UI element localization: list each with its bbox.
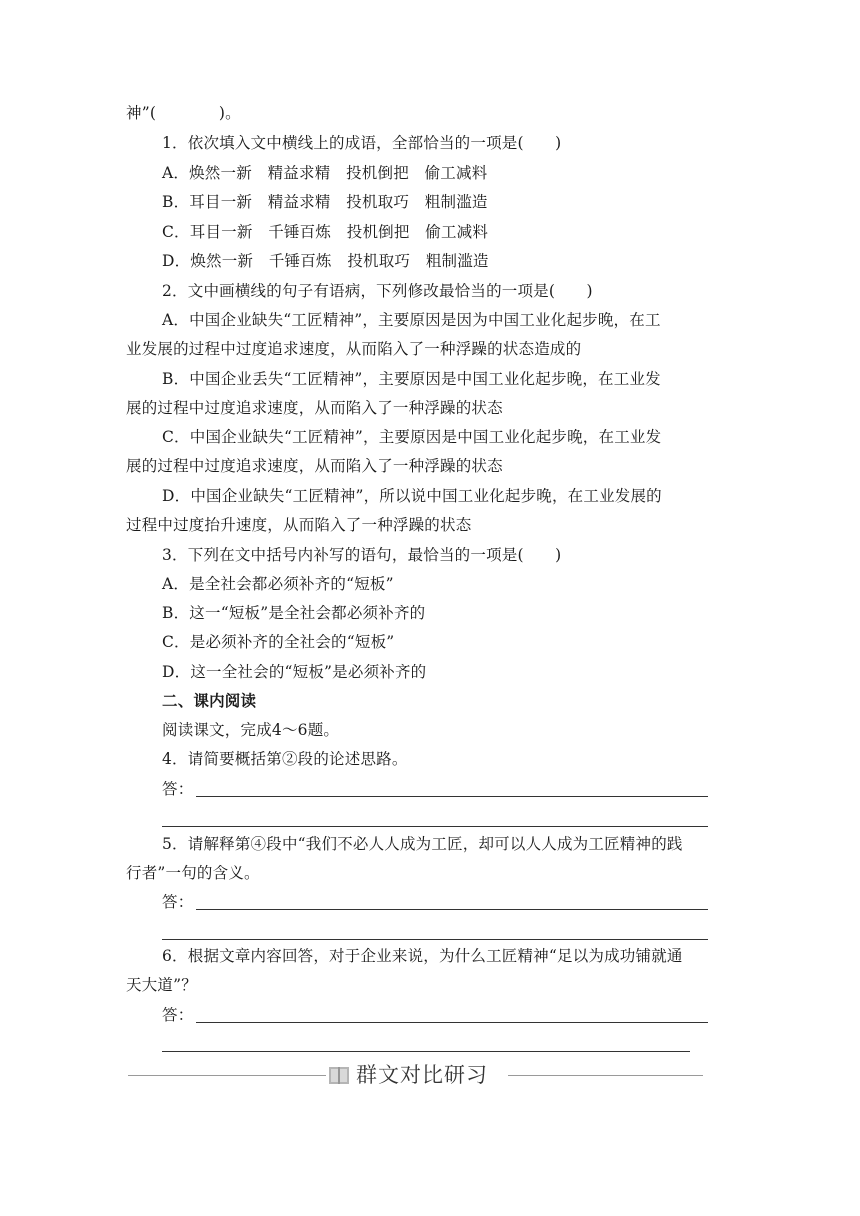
option-1d: D．焕然一新 千锤百炼 投机取巧 粗制滥造 [162,252,489,270]
option-2a-line2: 业发展的过程中过度追求速度，从而陷入了一种浮躁的状态造成的 [126,340,582,358]
section-heading: 二、课内阅读 [162,692,257,710]
question-4-stem: 4．请简要概括第②段的论述思路。 [162,750,408,768]
question-5-line2: 行者”一句的含义。 [126,864,260,882]
answer-5-line-1[interactable] [196,909,708,910]
question-2-stem: 2．文中画横线的句子有语病，下列修改最恰当的一项是( ) [162,282,593,300]
question-6-line1: 6．根据文章内容回答，对于企业来说，为什么工匠精神“足以为成功铺就通 [162,947,683,965]
section-banner [128,1060,703,1092]
option-3a: A．是全社会都必须补齐的“短板” [162,575,394,593]
banner-rule-right [508,1075,703,1076]
book-icon [328,1064,350,1086]
option-2d-line1: D．中国企业缺失“工匠精神”，所以说中国工业化起步晚，在工业发展的 [162,487,662,505]
answer-6-label: 答： [162,1006,194,1024]
question-5-line1: 5．请解释第④段中“我们不必人人成为工匠，却可以人人成为工匠精神的践 [162,835,683,853]
option-3d: D．这一全社会的“短板”是必须补齐的 [162,663,427,681]
option-2b-line2: 展的过程中过度追求速度，从而陷入了一种浮躁的状态 [126,399,503,417]
answer-6-line-1[interactable] [196,1022,708,1023]
question-1-stem: 1．依次填入文中横线上的成语，全部恰当的一项是( ) [162,134,562,152]
question-3-stem: 3．下列在文中括号内补写的语句，最恰当的一项是( ) [162,546,562,564]
answer-6-line-2[interactable] [162,1051,690,1052]
option-1c: C．耳目一新 千锤百炼 投机倒把 偷工减料 [162,223,489,241]
option-2a-line1: A．中国企业缺失“工匠精神”，主要原因是因为中国工业化起步晚，在工 [162,311,661,329]
option-2c-line1: C．中国企业缺失“工匠精神”，主要原因是中国工业化起步晚，在工业发 [162,428,662,446]
answer-5-line-2[interactable] [162,939,708,940]
option-1b: B．耳目一新 精益求精 投机取巧 粗制滥造 [162,193,488,211]
answer-4-line-2[interactable] [162,826,708,827]
option-3c: C．是必须补齐的全社会的“短板” [162,633,395,651]
question-6-line2: 天大道”？ [126,976,197,994]
answer-5-label: 答： [162,893,194,911]
instruction: 阅读课文，完成4～6题。 [162,721,340,739]
option-1a: A．焕然一新 精益求精 投机倒把 偷工减料 [162,164,488,182]
option-2c-line2: 展的过程中过度追求速度，从而陷入了一种浮躁的状态 [126,457,503,475]
option-2b-line1: B．中国企业丢失“工匠精神”，主要原因是中国工业化起步晚，在工业发 [162,370,661,388]
option-2d-line2: 过程中过度抬升速度，从而陷入了一种浮躁的状态 [126,516,472,534]
answer-4-line-1[interactable] [196,796,708,797]
answer-4-label: 答： [162,780,194,798]
option-3b: B．这一“短板”是全社会都必须补齐的 [162,604,426,622]
banner-title: 群文对比研习 [356,1063,488,1087]
banner-rule-left [128,1075,326,1076]
text-line: 神”( )。 [126,104,241,122]
